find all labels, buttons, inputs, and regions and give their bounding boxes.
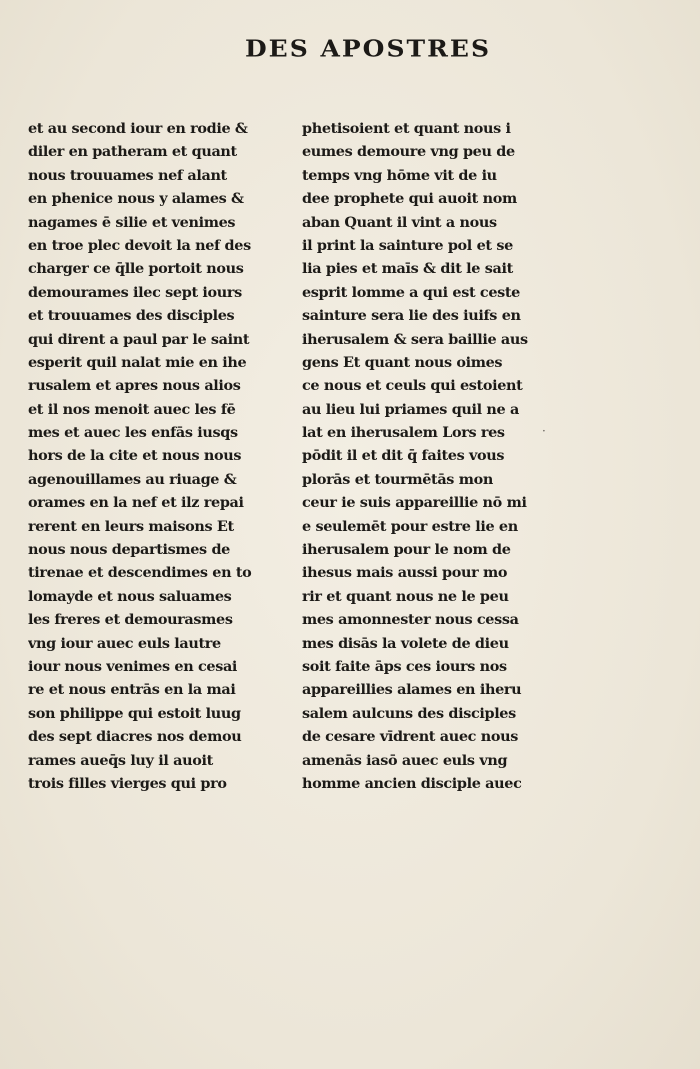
text-line: nagames ē silie et venimes — [28, 213, 236, 231]
text-line: dee prophete qui auoit nom — [302, 190, 517, 208]
text-line: trois filles vierges qui pro — [28, 774, 227, 792]
text-line: ce nous et ceuls qui estoient — [302, 377, 523, 395]
text-line: demourames ilec sept iours — [28, 283, 242, 301]
margin-mark: · — [542, 424, 546, 438]
text-line: mes disās la volete de dieu — [302, 634, 509, 652]
text-line: amenās iasō auec euls vng — [302, 751, 508, 769]
text-line: iherusalem & sera baillie aus — [302, 330, 528, 348]
text-line: ceur ie suis appareillie nō mi — [302, 494, 527, 512]
right-text-column — [302, 117, 534, 795]
text-line: rames aueq̄s luy il auoit — [28, 751, 213, 769]
text-line: de cesare vīdrent auec nous — [302, 728, 518, 746]
running-head — [0, 34, 700, 63]
text-line: lat en iherusalem Lors res — [302, 424, 505, 442]
text-line: lia pies et maīs & dit le sait — [302, 260, 513, 278]
text-line: appareillies alames en iheru — [302, 681, 522, 699]
text-line: plorās et tourmētās mon — [302, 470, 493, 488]
text-line: ihesus mais aussi pour mo — [302, 564, 508, 582]
text-line: orames en la nef et ilz repai — [28, 494, 244, 512]
text-line: charger ce q̄lle portoit nous — [28, 260, 244, 278]
text-line: pōdit il et dit q̄ faites vous — [302, 447, 505, 465]
text-line: rusalem et apres nous alios — [28, 377, 241, 395]
text-line: nous nous departismes de — [28, 541, 230, 559]
text-line: soit faite āps ces iours nos — [302, 657, 507, 675]
text-line: les freres et demourasmes — [28, 611, 233, 629]
text-line: sainture sera lie des iuifs en — [302, 307, 521, 325]
text-line: il print la sainture pol et se — [302, 236, 513, 254]
text-line: et trouuames des disciples — [28, 307, 235, 325]
text-line: mes et auec les enfās iusqs — [28, 424, 238, 442]
text-line: et au second iour en rodie & — [28, 120, 248, 137]
text-line: en troe plec devoit la nef des — [28, 236, 251, 254]
text-line: aban Quant il vint a nous — [302, 213, 497, 231]
text-line: rir et quant nous ne le peu — [302, 587, 509, 605]
text-line: temps vng hōme vit de iu — [302, 166, 497, 184]
text-line: nous trouuames nef alant — [28, 166, 227, 184]
left-text-column — [28, 117, 260, 795]
text-line: mes amonnester nous cessa — [302, 611, 519, 629]
text-line: en phenice nous y alames & — [28, 190, 244, 208]
text-line: salem aulcuns des disciples — [302, 704, 516, 722]
text-line: vng iour auec euls lautre — [28, 634, 221, 652]
text-line: iour nous venimes en cesai — [28, 657, 238, 675]
text-line: tirenae et descendimes en to — [28, 564, 252, 582]
text-line: hors de la cite et nous nous — [28, 447, 242, 465]
text-line: qui dirent a paul par le saint — [28, 330, 250, 348]
text-line: rerent en leurs maisons Et — [28, 517, 234, 535]
text-line: eumes demoure vng peu de — [302, 143, 515, 161]
text-line: son philippe qui estoit luug — [28, 704, 241, 722]
text-line: re et nous entrās en la mai — [28, 681, 236, 699]
text-line: agenouillames au riuage & — [28, 470, 237, 488]
text-line: et il nos menoit auec les fē — [28, 400, 236, 418]
text-line: diler en patheram et quant — [28, 143, 237, 161]
text-line: e seulemēt pour estre lie en — [302, 517, 518, 535]
text-line: au lieu lui priames quil ne a — [302, 400, 519, 418]
text-line: esperit quil nalat mie en ihe — [28, 353, 247, 371]
text-line: phetisoient et quant nous i — [302, 120, 511, 137]
text-line: iherusalem pour le nom de — [302, 541, 511, 559]
running-head-text: DES APOSTRES — [244, 35, 491, 62]
text-line: homme ancien disciple auec — [302, 774, 522, 792]
text-line: des sept diacres nos demou — [28, 728, 242, 746]
text-line: gens Et quant nous oimes — [302, 353, 503, 371]
text-line: lomayde et nous saluames — [28, 587, 232, 605]
text-line: esprit lomme a qui est ceste — [302, 283, 520, 301]
